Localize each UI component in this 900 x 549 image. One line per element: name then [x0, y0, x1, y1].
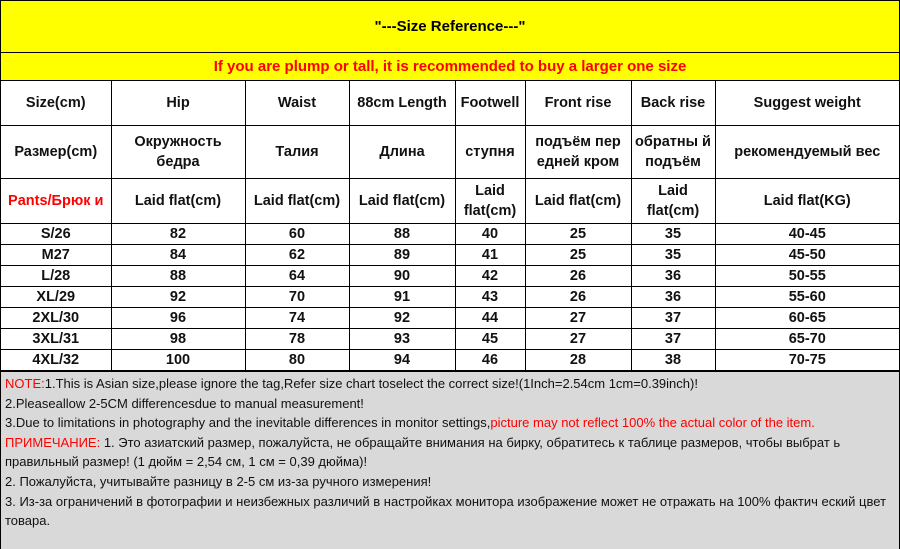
table-cell: Laid flat(cm): [525, 179, 631, 224]
table-cell: 25: [525, 245, 631, 266]
table-cell: 92: [111, 287, 245, 308]
table-cell: 38: [631, 350, 715, 371]
table-cell: 70-75: [715, 350, 899, 371]
header-row-en: [1, 81, 899, 126]
table-cell: 88: [349, 224, 455, 245]
table-cell: Размер(cm): [1, 126, 111, 179]
note-ru-1: [5, 433, 895, 472]
table-cell: ступня: [455, 126, 525, 179]
table-cell: Size(cm): [1, 81, 111, 126]
note-3-text: 3.Due to limitations in photography and the inevitable differences in monitor settings,: [5, 415, 491, 431]
table-cell: 64: [245, 266, 349, 287]
table-cell: Laid flat(KG): [715, 179, 899, 224]
note-ru-3: 3. Из-за ограничений в фотографии и неизбежных различий в настройках монитора изображение может не отражать на 100% фактич еский цвет товара.: [5, 493, 887, 529]
table-cell: 96: [111, 308, 245, 329]
table-cell: подъём пер едней кром: [525, 126, 631, 179]
table-cell: 60: [245, 224, 349, 245]
note-ru-1-text: 1. Это азиатский размер, пожалуйста, не обращайте внимания на бирку, обратитесь к таблице размеров, чтобы выбрат ь правильный размер! (1 дюйм = 2,54 см, 1 см = 0,39 дюйма)!: [5, 434, 841, 470]
table-row: [1, 329, 899, 350]
table-cell: 74: [245, 308, 349, 329]
table-cell: 93: [349, 329, 455, 350]
table-cell: Laid flat(cm): [245, 179, 349, 224]
table-cell: 40-45: [715, 224, 899, 245]
table-cell: Footwell: [455, 81, 525, 126]
table-cell: 43: [455, 287, 525, 308]
table-cell: 27: [525, 329, 631, 350]
table-cell: 46: [455, 350, 525, 371]
chart-title: "---Size Reference---": [1, 1, 899, 53]
table-cell: 78: [245, 329, 349, 350]
note-1: [5, 374, 895, 394]
table-cell: Back rise: [631, 81, 715, 126]
note-3: [5, 413, 895, 433]
header-row-ru: [1, 126, 899, 179]
table-cell: XL/29: [1, 287, 111, 308]
table-cell: 44: [455, 308, 525, 329]
table-cell: 65-70: [715, 329, 899, 350]
table-cell: Front rise: [525, 81, 631, 126]
table-cell: 70: [245, 287, 349, 308]
table-cell: Laid flat(cm): [455, 179, 525, 224]
table-cell: Waist: [245, 81, 349, 126]
table-cell: Suggest weight: [715, 81, 899, 126]
table-cell: 45: [455, 329, 525, 350]
table-cell: 92: [349, 308, 455, 329]
table-cell: 2XL/30: [1, 308, 111, 329]
table-cell: 25: [525, 224, 631, 245]
table-cell: 26: [525, 287, 631, 308]
table-cell: Окружность бедра: [111, 126, 245, 179]
table-cell: 62: [245, 245, 349, 266]
table-cell: 91: [349, 287, 455, 308]
header-row-unit: [1, 179, 899, 224]
table-cell: 3XL/31: [1, 329, 111, 350]
table-cell: рекомендуемый вес: [715, 126, 899, 179]
table-cell: L/28: [1, 266, 111, 287]
table-row: [1, 350, 899, 371]
table-row: [1, 224, 899, 245]
note-ru-2: 2. Пожалуйста, учитывайте разницу в 2-5 см из-за ручного измерения!: [5, 473, 432, 489]
table-cell: M27: [1, 245, 111, 266]
table-cell: 55-60: [715, 287, 899, 308]
table-cell: 98: [111, 329, 245, 350]
table-row: [1, 308, 899, 329]
table-cell: 4XL/32: [1, 350, 111, 371]
table-cell: 94: [349, 350, 455, 371]
table-cell: 90: [349, 266, 455, 287]
note-prefix: NOTE:: [5, 376, 45, 391]
note-ru-prefix: ПРИМЕЧАНИЕ:: [5, 434, 101, 450]
table-cell: Hip: [111, 81, 245, 126]
table-cell: 50-55: [715, 266, 899, 287]
table-row: [1, 266, 899, 287]
table-cell: 36: [631, 266, 715, 287]
table-cell: Талия: [245, 126, 349, 179]
table-cell: 37: [631, 308, 715, 329]
table-cell: Laid flat(cm): [631, 179, 715, 224]
table-cell: 35: [631, 245, 715, 266]
table-cell: 41: [455, 245, 525, 266]
table-cell: обратны й подъём: [631, 126, 715, 179]
table-row: [1, 287, 899, 308]
table-cell: 88: [111, 266, 245, 287]
note-1-text: 1.This is Asian size,please ignore the tag,Refer size chart toselect the correct size!(1Inch=2.54cm 1cm=0.39inch)!: [44, 376, 698, 391]
table-cell: 35: [631, 224, 715, 245]
size-advice: If you are plump or tall, it is recommended to buy a larger one size: [1, 53, 899, 81]
table-cell: Laid flat(cm): [111, 179, 245, 224]
table-cell: 42: [455, 266, 525, 287]
table-cell: Длина: [349, 126, 455, 179]
table-cell: S/26: [1, 224, 111, 245]
note-2: 2.Pleaseallow 2-5CM differencesdue to manual measurement!: [5, 395, 364, 411]
table-cell: 40: [455, 224, 525, 245]
table-cell: 28: [525, 350, 631, 371]
size-table: [1, 81, 899, 371]
notes-panel: [1, 371, 899, 549]
table-cell: 89: [349, 245, 455, 266]
table-cell: 80: [245, 350, 349, 371]
table-cell: 26: [525, 266, 631, 287]
table-cell: 84: [111, 245, 245, 266]
table-cell: 82: [111, 224, 245, 245]
table-cell: 100: [111, 350, 245, 371]
table-cell: 36: [631, 287, 715, 308]
note-3-red: picture may not reflect 100% the actual color of the item.: [490, 415, 815, 431]
table-cell: 45-50: [715, 245, 899, 266]
table-cell: Laid flat(cm): [349, 179, 455, 224]
table-cell: Pants/Брюк и: [1, 179, 111, 224]
table-cell: 60-65: [715, 308, 899, 329]
table-cell: 88cm Length: [349, 81, 455, 126]
table-cell: 37: [631, 329, 715, 350]
table-cell: 27: [525, 308, 631, 329]
table-row: [1, 245, 899, 266]
